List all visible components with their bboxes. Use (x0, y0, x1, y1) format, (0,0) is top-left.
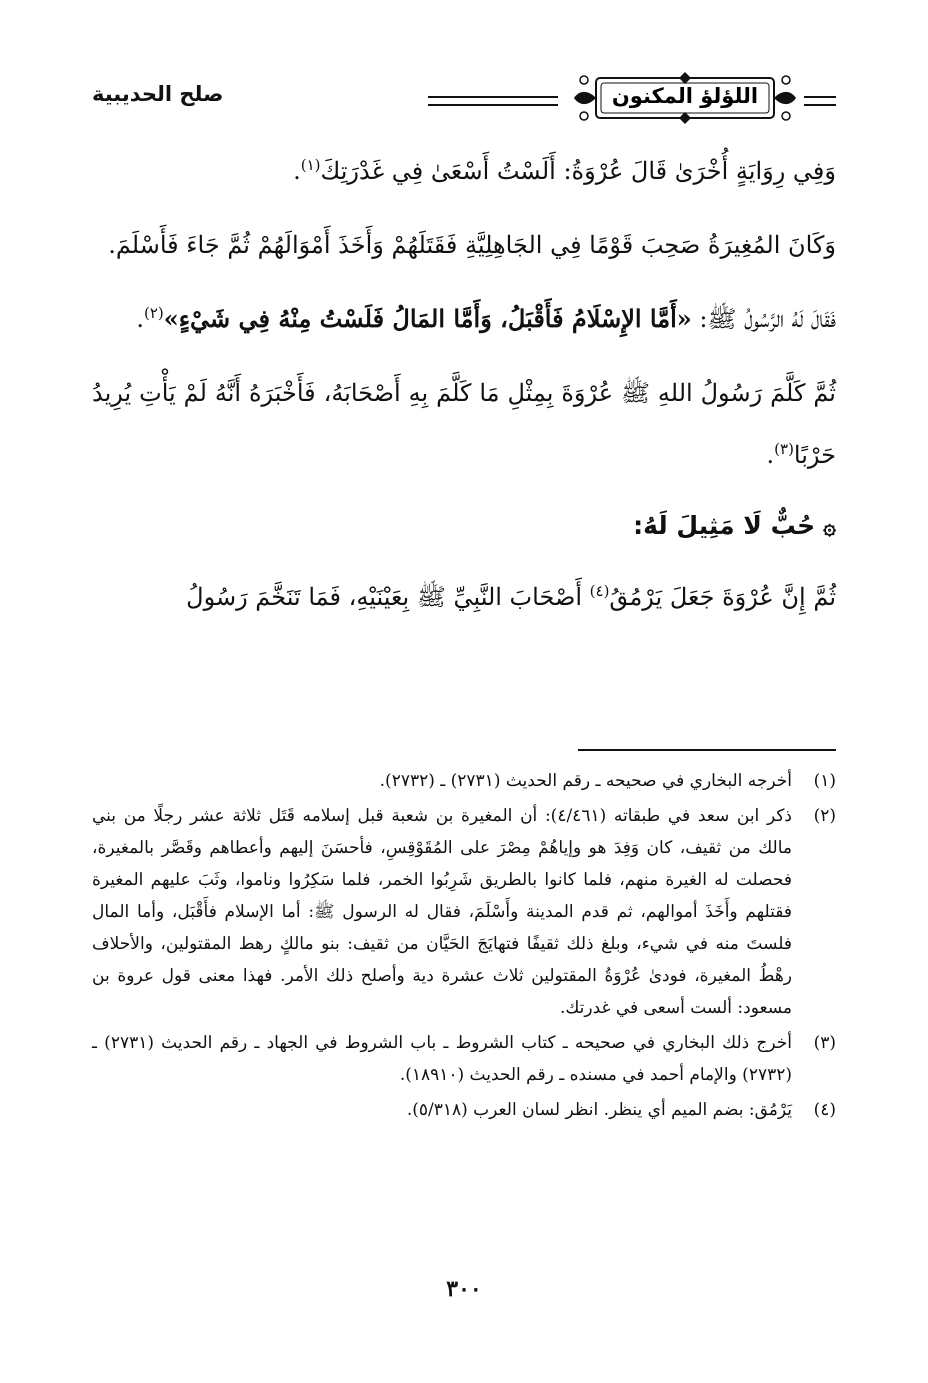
paragraph-3-intro: فَقَالَ لَهُ الرَّسُولُ ﷺ: (699, 305, 836, 333)
footnote-3 (92, 1027, 836, 1091)
book-title-ornament (570, 70, 800, 126)
flower-ornament-icon: ۞ (823, 515, 836, 540)
footnote-text: أخرج ذلك البخاري في صحيحه ـ كتاب الشروط ـ باب الشروط في الجهاد ـ رقم الحديث (٢٧٣١) ـ (٢٧٣٢) والإمام أحمد في مسنده ـ رقم الحديث (١٨٩١٠). (92, 1033, 792, 1085)
footnote-1 (92, 765, 836, 797)
page-number: ٣٠٠ (446, 1276, 482, 1302)
footnote-ref-1: (١) (300, 156, 321, 174)
paragraph-1: وَفِي رِوَايَةٍ أُخْرَىٰ قَالَ عُرْوَةُ: أَلَسْتُ أَسْعَىٰ فِي غَدْرَتِكَ$^{(١)}$. (293, 156, 836, 185)
header-rule-middle (428, 96, 558, 106)
subheading-text: حُبٌّ لَا مَثِيلَ لَهُ: (633, 511, 816, 540)
header-rule-right (804, 96, 836, 106)
footnote-ref-2: (٢) (143, 304, 164, 322)
footnote-number: (١) (813, 771, 836, 791)
section-title: صلح الحديبية (92, 82, 224, 106)
prophet-quote: «أَمَّا الإِسْلَامُ فَأَقْبَلُ، وَأَمَّا المَالُ فَلَسْتُ مِنْهُ فِي شَيْءٍ» (163, 304, 692, 333)
footnote-number: (٤) (813, 1100, 836, 1120)
paragraph-5-text-b: أَصْحَابَ النَّبِيِّ ﷺ بِعَيْنَيْهِ، فَمَا تَنَخَّمَ رَسُولُ (186, 583, 582, 611)
footnote-number: (٢) (813, 806, 836, 826)
book-title: اللؤلؤ المكنون (611, 84, 759, 108)
footnotes (92, 765, 836, 1129)
paragraph-1-text: وَفِي رِوَايَةٍ أُخْرَىٰ قَالَ عُرْوَةُ: أَلَسْتُ أَسْعَىٰ فِي غَدْرَتِكَ (320, 157, 836, 185)
footnote-ref-3: (٣) (774, 440, 794, 458)
paragraph-4-text: ثُمَّ كَلَّمَ رَسُولُ اللهِ ﷺ عُرْوَةَ بِمِثْلِ مَا كَلَّمَ بِهِ أَصْحَابَهُ، فَأَخْبَرَهُ أَنَّهُ لَمْ يَأْتِ يُرِيدُ حَرْبًا (92, 379, 836, 469)
footnote-text: ذكر ابن سعد في طبقاته (٤/٤٦١): أن المغيرة بن شعبة قبل إسلامه قَتَل ثلاثة عشر رجلًا من بني مالك من ثقيف، كان وَفِدَ هو وإياهُمْ مِصْرَ على المُقَوْقِسِ، فأحسَنَ إليهم وأعطاهم وقَصَّر بالمغيرة، فحصلت له الغيرة منهم، فلما كانوا بالطريق شَرِبُوا الخمر، فلما سَكِرُوا وناموا، وثَبَ عليهم المغيرة فقتلهم وأَخَذَ أموالهم، ثم قدم المدينة وأَسْلَمَ، فقال له الرسول ﷺ: أما الإسلام فأَقْبَل، وأما المال فلستَ منه في شيء، وبلغ ذلك ثقيفًا فتهايَجَ الحَيَّان من ثقيف: بنو مالكٍ رهط المقتولين، والأحلاف رهْطُ المغيرة، فودىٰ عُرْوَةُ المقتولين ثلاث عشرة دية وأصلح ذلك الأمر. فهذا معنى قول عروة بن مسعود: ألست أسعى في غدرتك. (92, 806, 792, 1018)
footnote-separator (578, 749, 836, 751)
footnote-text: أخرجه البخاري في صحيحه ـ رقم الحديث (٢٧٣١) ـ (٢٧٣٢). (379, 771, 792, 791)
page-header (92, 66, 836, 130)
paragraph-4: ثُمَّ كَلَّمَ رَسُولُ اللهِ ﷺ عُرْوَةَ بِمِثْلِ مَا كَلَّمَ بِهِ أَصْحَابَهُ، فَأَخْبَرَهُ أَنَّهُ لَمْ يَأْتِ يُرِيدُ حَرْبًا$^{(٣)}$. (92, 379, 836, 469)
paragraph-3: فَقَالَ لَهُ الرَّسُولُ ﷺ: «أَمَّا الإِسْلَامُ فَأَقْبَلُ، وَأَمَّا المَالُ فَلَسْتُ مِنْهُ فِي شَيْءٍ»$^{(٢)}$. (136, 304, 836, 333)
paragraph-2: وَكَانَ المُغِيرَةُ صَحِبَ قَوْمًا فِي الجَاهِلِيَّةِ فَقَتَلَهُمْ وَأَخَذَ أَمْوَالَهُمْ ثُمَّ جَاءَ فَأَسْلَمَ. (108, 231, 836, 259)
footnote-text: يَرْمُق: بضم الميم أي ينظر. انظر لسان العرب (٥/٣١٨). (406, 1100, 792, 1120)
main-text (92, 140, 836, 640)
paragraph-5-text-a: ثُمَّ إِنَّ عُرْوَةَ جَعَلَ يَرْمُقُ (609, 583, 836, 611)
paragraph-5 (92, 566, 836, 628)
footnote-ref-4: (٤) (589, 582, 610, 600)
footnote-2 (92, 800, 836, 1024)
footnote-4 (92, 1094, 836, 1126)
footnote-number: (٣) (813, 1033, 836, 1053)
subheading (92, 498, 836, 556)
